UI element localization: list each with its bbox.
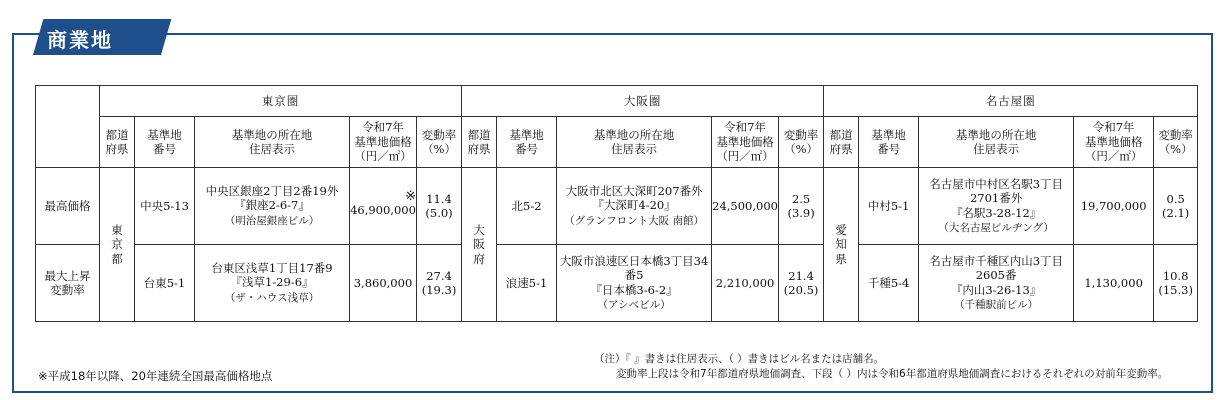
price-value: 1,130,000: [1084, 275, 1143, 290]
building-name: （グランフロント大阪 南館）: [564, 214, 704, 227]
header-line: 番号: [877, 142, 901, 156]
location-cell: [557, 168, 712, 245]
column-header-rate: [1154, 117, 1198, 168]
section-title: 商業地: [47, 28, 113, 52]
rate-cell: [779, 245, 824, 322]
header-line: （%）: [1158, 142, 1193, 156]
header-line: 住居表示: [249, 142, 295, 156]
column-header-location: [919, 117, 1074, 168]
rate-prev-value: (5.0): [425, 206, 453, 220]
price-cell: [712, 245, 779, 322]
header-line: 令和7年: [724, 120, 766, 135]
price-cell: [712, 168, 779, 245]
location-cell: [919, 245, 1074, 322]
row-label-highest-price: 最高価格: [36, 168, 100, 245]
column-header-pref: [824, 117, 859, 168]
location-cell: [919, 168, 1074, 245]
column-header-lot: [859, 117, 919, 168]
rate-value: 0.5: [1166, 191, 1185, 206]
header-line: （円／㎡）: [716, 149, 774, 164]
header-line: 都道: [467, 127, 491, 142]
column-header-pref: [462, 117, 497, 168]
prefecture-char: 大: [473, 222, 485, 237]
rate-cell: [779, 168, 824, 245]
residence-text: 『内山3-26-13』: [950, 282, 1042, 297]
price-value: 19,700,000: [1080, 198, 1147, 213]
residence-text: 『日本橋3-6-2』: [590, 282, 678, 297]
header-line: 基準地: [871, 127, 906, 142]
header-line: 基準地の所在地: [955, 127, 1037, 142]
header-line: 府県: [829, 142, 853, 156]
header-line: 令和7年: [1092, 120, 1135, 135]
residence-text: 『大深町4-20』: [592, 198, 676, 213]
prefecture-char: 都: [111, 251, 123, 266]
column-header-price: [350, 117, 417, 168]
rate-prev-value: (15.3): [1158, 283, 1193, 297]
column-header-pref: [100, 117, 135, 168]
prefecture-char: 府: [473, 251, 485, 266]
header-line: 住居表示: [973, 142, 1020, 156]
row-label-highest-rise: 最大上昇 変動率: [36, 245, 100, 322]
prefecture-char: 阪: [473, 237, 485, 252]
price-cell: [1074, 245, 1154, 322]
column-header-row: [36, 117, 1198, 168]
lot-number: 千種5-4: [859, 245, 919, 322]
rate-value: 21.4: [788, 268, 814, 283]
address-text: 中央区銀座2丁目2番19外: [205, 184, 339, 199]
table-row: [36, 245, 1198, 322]
column-header-rate: [779, 117, 824, 168]
building-name: （大名古屋ビルヂング）: [938, 222, 1054, 234]
address-text: 台東区浅草1丁目17番9: [211, 261, 333, 276]
price-value: 2,210,000: [715, 275, 775, 290]
building-name: （アシベビル）: [597, 299, 671, 311]
price-cell: [350, 168, 417, 245]
record-mark: ※: [405, 189, 416, 205]
column-header-location: [195, 117, 350, 168]
prefecture-char: 東: [111, 222, 123, 237]
price-cell: [350, 245, 417, 322]
header-line: 基準地価格: [716, 134, 774, 149]
header-line: 基準地の所在地: [231, 127, 313, 142]
rate-value: 27.4: [426, 268, 452, 283]
price-value: 46,900,000: [350, 203, 416, 218]
location-cell: [195, 168, 350, 245]
lot-number: 台東5-1: [135, 245, 195, 322]
residence-text: 『浅草1-29-6』: [230, 275, 314, 290]
price-table: [35, 85, 1198, 322]
address-text: 大阪市北区大深町207番外: [565, 184, 703, 199]
prefecture-char: 県: [835, 251, 847, 266]
prefecture-cell: [100, 168, 135, 322]
header-line: 府県: [105, 142, 129, 156]
header-line: 基準地価格: [354, 134, 412, 149]
header-line: （円／㎡）: [1084, 149, 1143, 164]
price-cell: [1074, 168, 1154, 245]
building-name: （明治屋銀座ビル）: [224, 214, 320, 227]
lot-number: 中央5-13: [135, 168, 195, 245]
corner-cell: [36, 86, 100, 168]
column-header-lot: [135, 117, 195, 168]
rate-prev-value: (2.1): [1162, 206, 1190, 220]
prefecture-char: 愛: [835, 222, 847, 237]
header-line: 都道: [105, 127, 129, 142]
column-header-location: [557, 117, 712, 168]
rate-cell: [1154, 168, 1198, 245]
column-header-price: [712, 117, 779, 168]
rate-prev-value: (3.9): [787, 206, 815, 220]
column-header-lot: [497, 117, 557, 168]
rate-cell: [1154, 245, 1198, 322]
rate-prev-value: (20.5): [783, 283, 819, 297]
region-header-tokyo: 東京圏: [100, 86, 462, 117]
location-cell: [557, 245, 712, 322]
prefecture-char: 京: [111, 237, 123, 252]
lot-number: 浪速5-1: [497, 245, 557, 322]
prefecture-char: 知: [835, 237, 847, 252]
header-line: 基準地: [509, 127, 544, 142]
header-line: 変動率: [1158, 127, 1193, 142]
header-line: 基準地価格: [1084, 134, 1143, 149]
header-line: 変動率: [421, 127, 457, 142]
prefecture-cell: [824, 168, 859, 322]
header-line: 都道: [829, 127, 853, 142]
residence-text: 『銀座2-6-7』: [234, 198, 310, 213]
rate-prev-value: (19.3): [421, 283, 457, 297]
header-line: 府県: [467, 142, 491, 156]
footnote-highest-price: ※平成18年以降、20年連続全国最高価格地点: [38, 369, 273, 383]
column-header-rate: [417, 117, 462, 168]
address-text: 名古屋市千種区内山3丁目2605番: [929, 253, 1064, 283]
price-value: 3,860,000: [353, 275, 413, 290]
header-line: 住居表示: [611, 142, 658, 156]
rate-value: 10.8: [1162, 268, 1189, 283]
region-header-osaka: 大阪圏: [462, 86, 824, 117]
table-row: [36, 168, 1198, 245]
building-name: （千種駅前ビル）: [954, 299, 1039, 311]
header-line: 番号: [153, 142, 176, 156]
residence-text: 『名駅3-28-12』: [950, 205, 1042, 220]
lot-number: 北5-2: [497, 168, 557, 245]
address-text: 大阪市浪速区日本橋3丁目34番5: [559, 253, 709, 283]
header-line: 基準地: [147, 127, 182, 142]
rate-value: 11.4: [426, 191, 452, 206]
address-text: 名古屋市中村区名駅3丁目2701番外: [929, 176, 1064, 206]
header-line: （円／㎡）: [354, 149, 412, 164]
footnote-notes: [594, 352, 1168, 382]
region-header-nagoya: 名古屋圏: [824, 86, 1198, 117]
building-name: （ザ・ハウス浅草）: [224, 291, 320, 304]
header-line: （%）: [784, 142, 819, 156]
price-value: 24,500,000: [712, 198, 778, 213]
rate-cell: [417, 245, 462, 322]
prefecture-cell: [462, 168, 497, 322]
header-line: 番号: [515, 142, 539, 156]
header-line: 変動率: [783, 127, 819, 142]
column-header-price: [1074, 117, 1154, 168]
header-line: 基準地の所在地: [593, 127, 675, 142]
rate-cell: [417, 168, 462, 245]
footnote-note-2: 変動率上段は令和7年都道府県地価調査、下段（ ）内は令和6年都道府県地価調査におけるそれぞれの対前年変動率。: [616, 368, 1169, 381]
lot-number: 中村5-1: [859, 168, 919, 245]
footnote-note-1: （注）『 』書きは住居表示、（ ）書きはビル名または店舗名。: [594, 353, 885, 365]
rate-value: 2.5: [791, 191, 811, 206]
header-line: 令和7年: [362, 120, 404, 135]
header-line: （%）: [422, 142, 456, 156]
location-cell: [195, 245, 350, 322]
